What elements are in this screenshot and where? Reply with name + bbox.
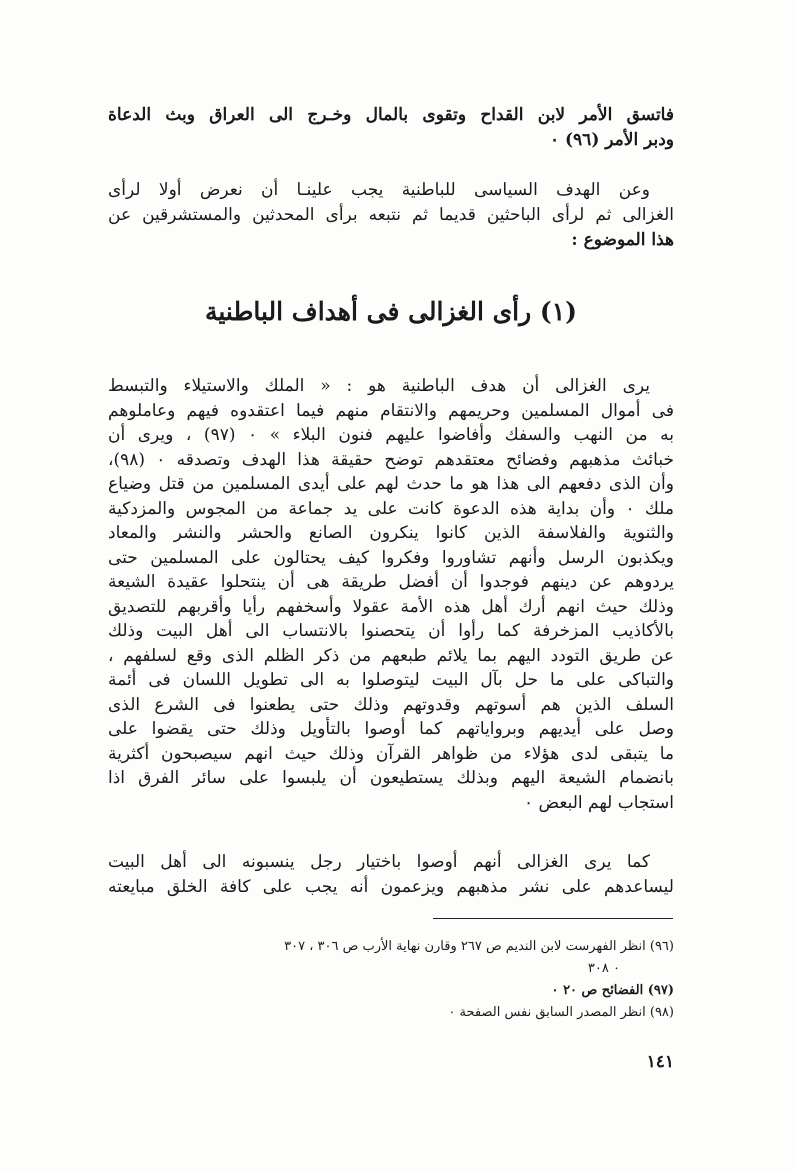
- footnote-96: (٩٦) انظر الفهرست لابن النديم ص ٢٦٧ وقارن نهاية الأرب ص ٣٠٦ ، ٣٠٧: [284, 939, 674, 954]
- text-line: والتباكى على ما حل بآل البيت ليتوصلوا به الى تطويل اللسان فى أئمة: [108, 670, 674, 690]
- text-line: يردوهم عن دينهم فوجدوا أن أفضل طريقة هى أن ينتحلوا عقيدة الشيعة: [108, 572, 674, 592]
- text-line: السلف الذين هم أسوتهم وقدوتهم وذلك حتى يطعنوا فى الشرع الذى: [108, 694, 674, 715]
- text-line: وأن الذى دفعهم الى هذا هو ما حدث لهم على أيدى المسلمين من قتل وضياع: [108, 474, 674, 494]
- text-line: وصل على أيديهم وبرواياتهم كما أوصوا بالتأويل وذلك حتى يقضوا على: [108, 719, 674, 739]
- text-line: وعن الهدف السياسى للباطنية يجب علينـا أن نعرض أولا لرأى: [108, 180, 650, 200]
- text-line: استجاب لهم البعض ٠: [524, 792, 674, 813]
- page-number: ١٤١: [646, 1052, 674, 1072]
- section-heading: (١) رأى الغزالى فى أهداف الباطنية: [204, 297, 578, 326]
- footnotes: [108, 936, 674, 1024]
- text-line: عن طريق التودد اليهم بما يلائم طبعهم من ذكر الظلم الذى وقع لسلفهم ،: [108, 645, 674, 666]
- paragraph-main: [108, 374, 674, 815]
- text-line: فاتسق الأمر لابن القداح وتقوى بالمال وخـرج الى العراق وبث الدعاة: [108, 105, 674, 125]
- text-line: والثنوية والفلاسفة الذين كانوا ينكرون الصانع والحشر والنشر والمعاد: [108, 523, 674, 543]
- text-line: وذلك حيث انهم أرك أهل هذه الأمة عقولا وأسخفهم رأيا وأقربهم للتصديق: [108, 596, 674, 617]
- text-line: بانضمام الشيعة اليهم وبذلك يستطيعون أن يلبسوا على سائر الفرق اذا: [108, 768, 674, 788]
- text-line: بالأكاذيب المزخرفة كما رأوا أن يتحصنوا بالانتساب الى أهل البيت وذلك: [108, 621, 674, 641]
- text-line: ما يتبقى لدى هؤلاء من ظواهر القرآن وذلك حيث انهم سيصبحون أكثرية: [108, 743, 674, 764]
- text-line: به من النهب والسفك وأفاضوا عليهم فنون البلاء » ٠ (٩٧) ، ويرى أن: [108, 425, 674, 445]
- text-line: ودبر الأمر (٩٦) ٠: [549, 130, 674, 150]
- text-line: هذا الموضوع :: [571, 230, 674, 250]
- text-line: فى أموال المسلمين وحريمهم والانتقام منهم فيما اعتقدوه فيهم وعاملوهم: [108, 400, 674, 421]
- footnote-96-continuation: ٠ ٣٠٨: [587, 961, 620, 976]
- paragraph-intro: [108, 178, 674, 253]
- text-line: يرى الغزالى أن هدف الباطنية هو : « الملك والاستيلاء والتبسط: [108, 376, 650, 396]
- footnote-98: (٩٨) انظر المصدر السابق نفس الصفحة ٠: [448, 1005, 674, 1020]
- paragraph-top: [108, 103, 674, 153]
- text-line: ملك ٠ وأن بداية هذه الدعوة كانت على يد جماعة من المجوس والمزدكية: [108, 498, 674, 519]
- footnote-divider: [433, 918, 673, 919]
- text-line: كما يرى الغزالى أنهم أوصوا باختيار رجل ينسبونه الى أهل البيت: [108, 852, 650, 872]
- text-line: ويكذبون الرسل وأنهم تشاوروا وفكروا كيف يحتالون على المسلمين حتى: [108, 547, 674, 568]
- text-line: الغزالى ثم لرأى الباحثين قديما ثم نتبعه برأى المحدثين والمستشرقين عن: [108, 205, 674, 225]
- text-line: خبائث مذهبهم وفضائح معتقدهم توضح حقيقة هذا الهدف وتصدقه ٠ (٩٨)،: [108, 449, 674, 470]
- text-line: ليساعدهم على نشر مذهبهم ويزعمون أنه يجب على كافة الخلق مبايعته: [108, 877, 674, 897]
- footnote-97: (٩٧) الفضائح ص ٢٠ ٠: [551, 983, 674, 998]
- paragraph-after: [108, 850, 674, 900]
